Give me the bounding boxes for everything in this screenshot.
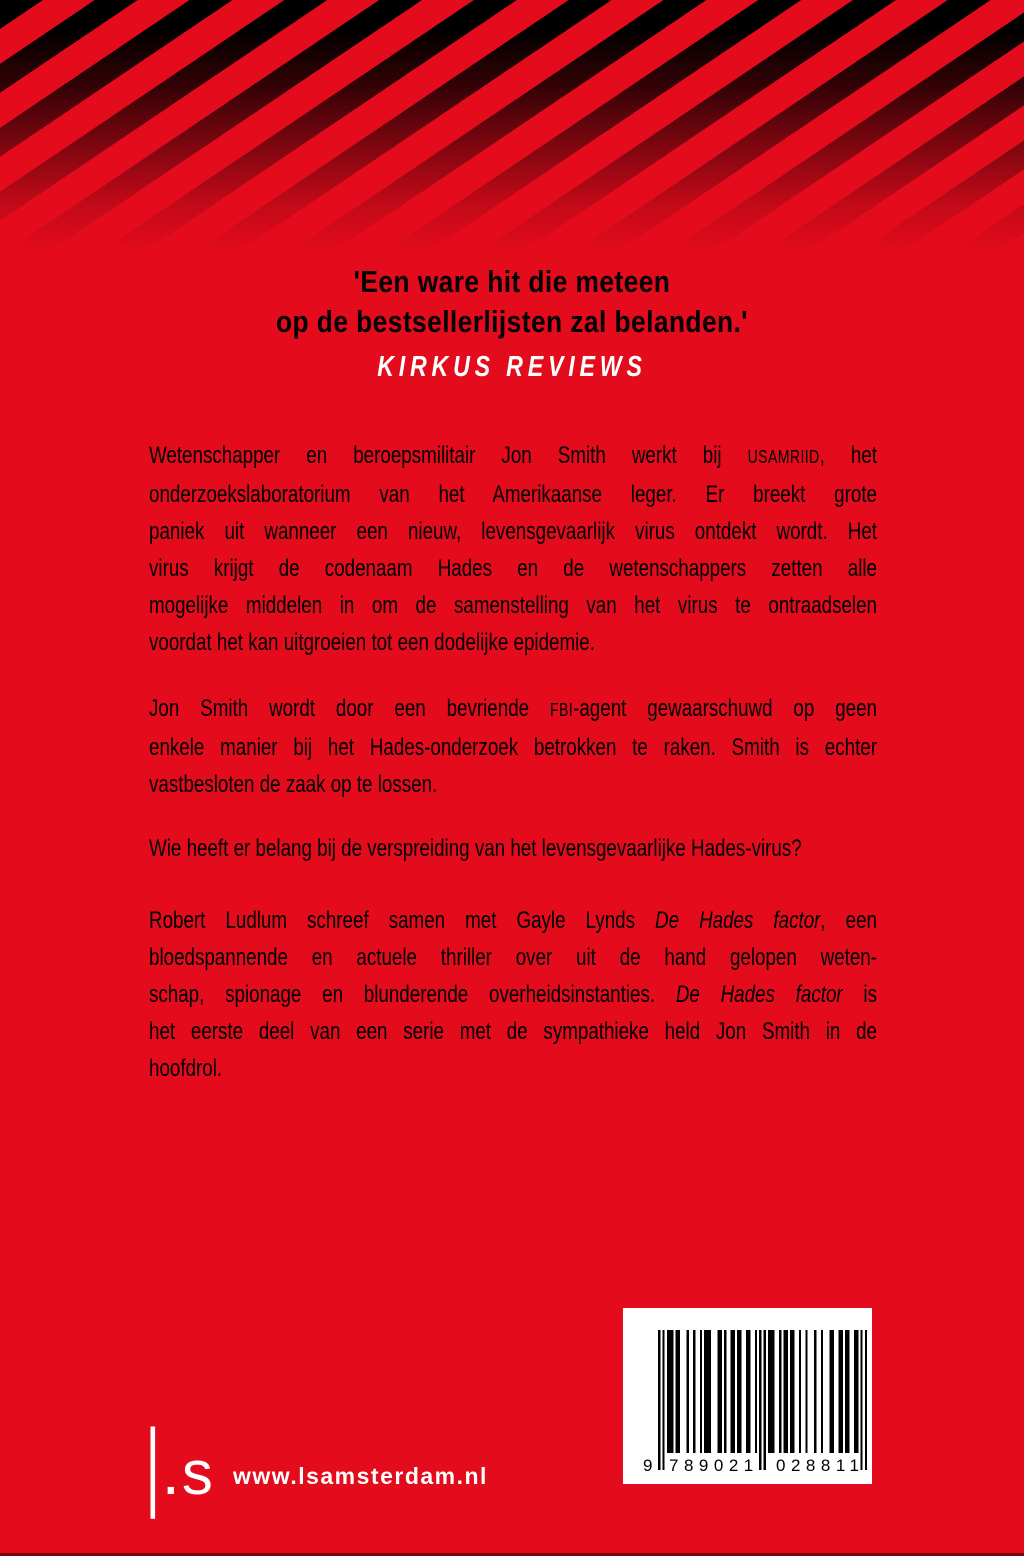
text-line: hoofdrol.	[149, 1055, 223, 1082]
text-line: schap, spionage en blunderende overheidsinstanties. De Hades factor is	[149, 981, 878, 1008]
text-line: Wie heeft er belang bij de verspreiding van het levensgevaarlijke Hades-virus?	[149, 835, 802, 862]
text-line: bloedspannende en actuele thriller over uit de hand gelopen weten-	[149, 944, 878, 971]
publisher-website: www.lsamsterdam.nl	[233, 1463, 488, 1489]
text-line: onderzoekslaboratorium van het Amerikaanse leger. Er breekt grote	[149, 481, 878, 508]
barcode-digit-prefix: 9	[643, 1456, 653, 1475]
text-line: Robert Ludlum schreef samen met Gayle Lynds De Hades factor, een	[149, 907, 877, 934]
barcode-digits-left: 789021	[669, 1456, 759, 1475]
text-line: Wetenschapper en beroepsmilitair Jon Smith werkt bij USAMRIID, het	[149, 442, 878, 469]
publisher-logo: l.s	[147, 1405, 213, 1549]
synopsis-paragraph-2	[149, 690, 877, 803]
barcode-bars	[658, 1330, 867, 1470]
barcode	[623, 1308, 872, 1484]
review-attribution: KIRKUS REVIEWS	[377, 351, 647, 383]
review-quote	[2, 262, 1022, 342]
text-line: virus krijgt de codenaam Hades en de wetenschappers zetten alle	[149, 555, 878, 582]
text-line: Jon Smith wordt door een bevriende FBI-agent gewaarschuwd op geen	[149, 695, 878, 722]
text-line: paniek uit wanneer een nieuw, levensgevaarlijk virus ontdekt wordt. Het	[149, 518, 878, 545]
review-quote-line-1: 'Een ware hit die meteen	[353, 264, 671, 299]
text-line: het eerste deel van een serie met de sympathieke held Jon Smith in de	[149, 1018, 878, 1045]
review-quote-line-2: op de bestsellerlijsten zal belanden.'	[276, 304, 748, 339]
diagonal-stripes-decoration	[0, 0, 1024, 258]
text-line: vastbesloten de zaak op te lossen.	[149, 771, 438, 798]
synopsis-paragraph-3	[149, 902, 877, 1087]
barcode-digits-right: 028811	[776, 1456, 865, 1475]
text-line: mogelijke middelen in om de samenstelling van het virus te ontraadselen	[149, 592, 878, 619]
synopsis-paragraph-1	[149, 437, 877, 661]
text-line: voordat het kan uitgroeien tot een dodelijke epidemie.	[149, 629, 595, 656]
text-line: enkele manier bij het Hades-onderzoek betrokken te raken. Smith is echter	[149, 734, 878, 761]
tagline-question	[149, 830, 877, 867]
